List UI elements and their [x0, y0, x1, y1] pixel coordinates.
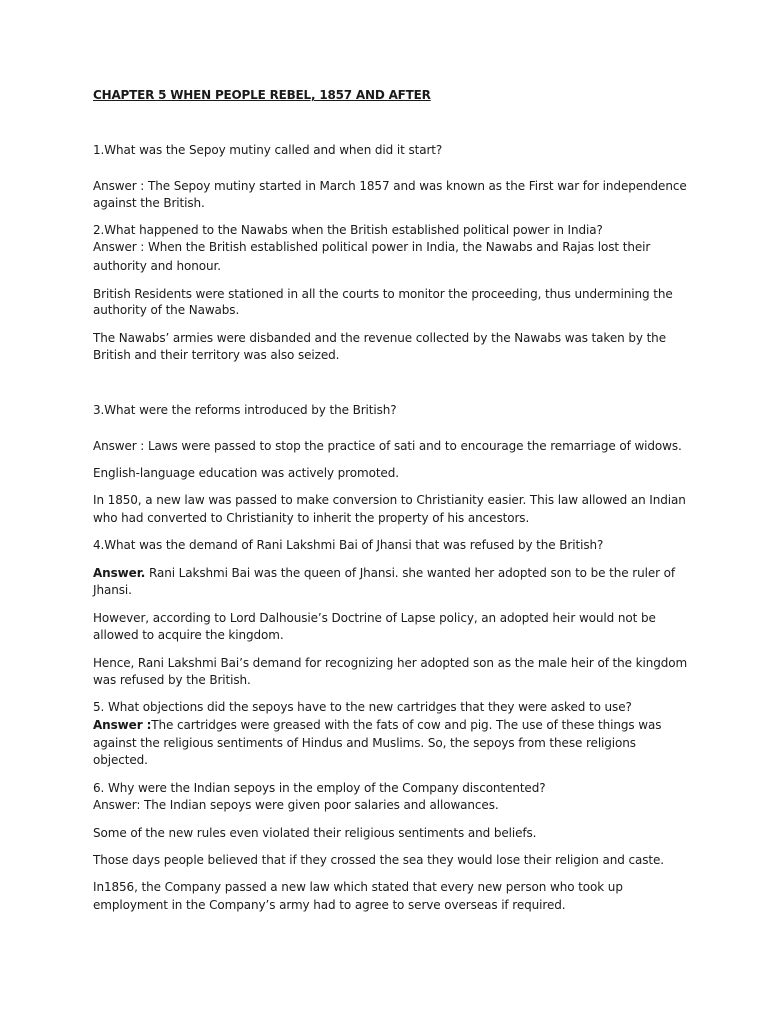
para-4b-line-1: However, according to Lord Dalhousie’s Doctrine of Lapse policy, an adopted heir would not be — [93, 611, 656, 625]
answer-1-line-2: against the British. — [93, 196, 205, 210]
para-4c-line-1: Hence, Rani Lakshmi Bai’s demand for recognizing her adopted son as the male heir of the kingdom — [93, 656, 688, 670]
answer-6-line-1: Answer: The Indian sepoys were given poor salaries and allowances. — [93, 798, 499, 812]
answer-3-line-1: Answer : Laws were passed to stop the practice of sati and to encourage the remarriage of widows. — [93, 439, 682, 453]
answer-2-line-1: Answer : When the British established political power in India, the Nawabs and Rajas lost their — [93, 240, 651, 254]
para-2c-line-2: British and their territory was also seized. — [93, 348, 340, 362]
question-6: 6. Why were the Indian sepoys in the employ of the Company discontented? — [93, 781, 546, 795]
para-2b-line-2: authority of the Nawabs. — [93, 303, 240, 317]
para-6b: Some of the new rules even violated their religious sentiments and beliefs. — [93, 826, 537, 840]
para-2b-line-1: British Residents were stationed in all the courts to monitor the proceeding, thus undermining the — [93, 287, 673, 301]
answer-5-label: Answer : — [93, 718, 152, 732]
para-4b-line-2: allowed to acquire the kingdom. — [93, 628, 284, 642]
para-3b: English-language education was actively promoted. — [93, 466, 399, 480]
para-6c: Those days people believed that if they crossed the sea they would lose their religion and caste. — [93, 853, 664, 867]
question-3: 3.What were the reforms introduced by the British? — [93, 403, 397, 417]
para-6d-line-1: In1856, the Company passed a new law which stated that every new person who took up — [93, 880, 623, 894]
question-1: 1.What was the Sepoy mutiny called and when did it start? — [93, 143, 443, 157]
answer-5-line-3: objected. — [93, 753, 148, 767]
para-2c-line-1: The Nawabs’ armies were disbanded and the revenue collected by the Nawabs was taken by the — [93, 331, 666, 345]
answer-5-text: The cartridges were greased with the fats of cow and pig. The use of these things was — [151, 718, 662, 732]
answer-4-text: Rani Lakshmi Bai was the queen of Jhansi. she wanted her adopted son to be the ruler of — [145, 566, 676, 580]
answer-5-line-2: against the religious sentiments of Hindus and Muslims. So, the sepoys from these religions — [93, 736, 636, 750]
answer-4-line-1 — [93, 566, 675, 581]
answer-4-label: Answer. — [93, 566, 146, 580]
answer-4-line-2: Jhansi. — [93, 583, 132, 597]
question-2: 2.What happened to the Nawabs when the British established political power in India? — [93, 223, 603, 237]
answer-1-line-1: Answer : The Sepoy mutiny started in March 1857 and was known as the First war for independence — [93, 179, 687, 193]
para-6d-line-2: employment in the Company’s army had to agree to serve overseas if required. — [93, 898, 566, 912]
answer-5-line-1 — [93, 718, 661, 733]
para-3c-line-2: who had converted to Christianity to inherit the property of his ancestors. — [93, 511, 530, 525]
para-3c-line-1: In 1850, a new law was passed to make conversion to Christianity easier. This law allowed an Indian — [93, 493, 686, 507]
question-5: 5. What objections did the sepoys have to the new cartridges that they were asked to use? — [93, 700, 632, 714]
chapter-title: CHAPTER 5 WHEN PEOPLE REBEL, 1857 AND AFTER — [93, 88, 431, 102]
para-4c-line-2: was refused by the British. — [93, 673, 251, 687]
answer-2-line-2: authority and honour. — [93, 259, 221, 273]
question-4: 4.What was the demand of Rani Lakshmi Bai of Jhansi that was refused by the British? — [93, 538, 604, 552]
